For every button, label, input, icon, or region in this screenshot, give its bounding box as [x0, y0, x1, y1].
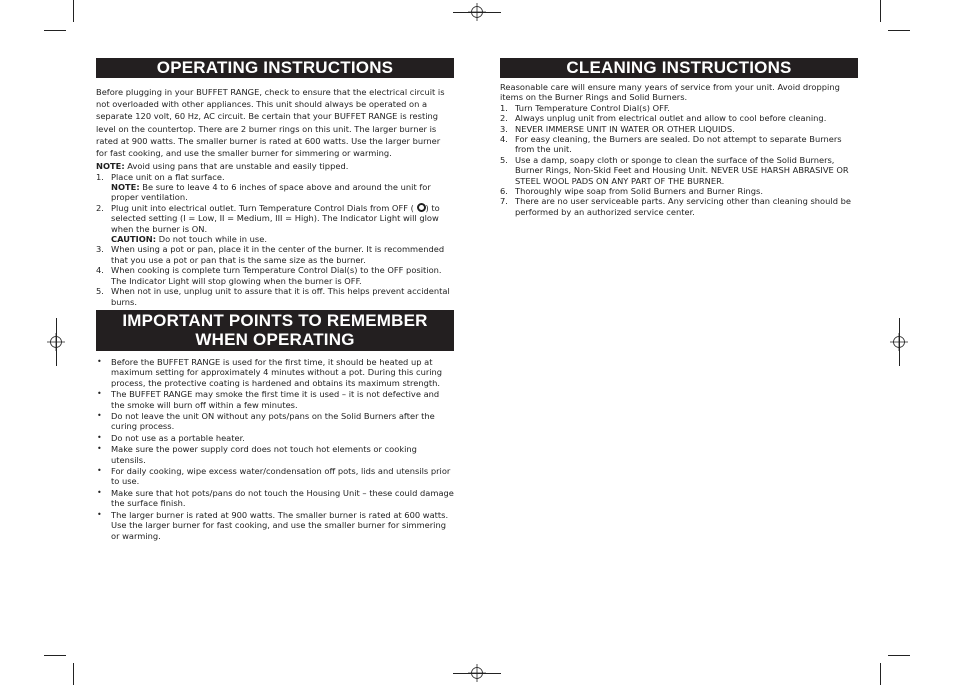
- cleaning-step: [500, 196, 858, 217]
- step-text: Thoroughly wipe soap from Solid Burners and Burner Rings.: [515, 186, 764, 197]
- list-item: [96, 444, 454, 465]
- step-number: 3.: [500, 123, 508, 134]
- point-text: Do not leave the unit ON without any pots/pans on the Solid Burners after the curing process.: [111, 411, 435, 432]
- off-symbol-icon: [417, 203, 426, 212]
- point-text: The larger burner is rated at 900 watts. The smaller burner is rated at 600 watts. Use the larger burner for fast cooking, and use the smaller burner for simmering or warming.: [111, 509, 449, 541]
- bullet: •: [97, 432, 102, 442]
- operating-note: [96, 161, 454, 171]
- step-caution-text: Do not touch while in use.: [156, 234, 267, 245]
- operating-section: [96, 58, 454, 307]
- step-number: 1.: [500, 102, 508, 113]
- crop-mark-bottom-right-v: [880, 663, 881, 685]
- step-text-a: Plug unit into electrical outlet. Turn Temperature Control Dials from OFF (: [111, 202, 417, 213]
- step-text-b: ) to selected setting (I = Low, II = Medium, III = High). The Indicator Light will glow when the burner is ON.: [111, 202, 440, 234]
- cleaning-step: [500, 134, 858, 155]
- step-number: 7.: [500, 196, 508, 207]
- bullet: •: [97, 389, 102, 399]
- operating-title: OPERATING INSTRUCTIONS: [96, 58, 454, 78]
- step-text: Use a damp, soapy cloth or sponge to clean the surface of the Solid Burners, Burner Rings, Non-Skid Feet and Housing Unit. NEVER USE HARSH ABRASIVE OR STEEL WOOL PADS ON ANY PART OF THE BURNER.: [515, 154, 849, 186]
- crop-mark-top-right-v: [880, 0, 881, 22]
- registration-line-top: [453, 12, 501, 13]
- crop-mark-bottom-left-v: [73, 663, 74, 685]
- bullet: •: [97, 509, 102, 519]
- step-caution-label: CAUTION:: [111, 234, 157, 245]
- step-text: When using a pot or pan, place it in the center of the burner. It is recommended that you use a pot or pan that is the same size as the burner.: [111, 244, 445, 265]
- step-text: Place unit on a flat surface.: [111, 171, 225, 182]
- operating-step: [96, 203, 454, 245]
- operating-step: [96, 172, 454, 203]
- important-points: [96, 357, 454, 541]
- step-text: Turn Temperature Control Dial(s) OFF.: [515, 102, 670, 113]
- registration-line-bottom: [453, 673, 501, 674]
- note-label: NOTE:: [96, 161, 125, 172]
- step-caution: [111, 234, 454, 244]
- step-text: [111, 203, 454, 234]
- step-note-text: Be sure to leave 4 to 6 inches of space above and around the unit for proper ventilation.: [111, 182, 431, 203]
- point-text: Do not use as a portable heater.: [111, 432, 245, 443]
- bullet: •: [97, 444, 102, 454]
- operating-step: [96, 265, 454, 286]
- crop-mark-top-left-h: [44, 30, 66, 31]
- operating-steps: [96, 172, 454, 307]
- operating-intro: Before plugging in your BUFFET RANGE, check to ensure that the electrical circuit is not overloaded with other appliances. This unit should always be operated on a separate 120 volt, 60 Hz, AC circuit. Be certain that your BUFFET RANGE is resting level on the countertop. There are 2 burner rings on this unit. The larger burner is rated at 900 watts. The smaller burner is rated at 600 watts. Use the larger burner for fast cooking, and use the smaller burner for simmering or warming.: [96, 87, 445, 159]
- point-text: For daily cooking, wipe excess water/condensation off pots, lids and utensils prior to use.: [111, 466, 451, 487]
- point-text: Before the BUFFET RANGE is used for the first time, it should be heated up at maximum setting for approximately 4 minutes without a pot. During this curing process, the protective coating is hardened and obtains its maximum strength.: [111, 357, 443, 388]
- point-text: Make sure the power supply cord does not touch hot elements or cooking utensils.: [111, 444, 417, 465]
- step-text: There are no user serviceable parts. Any servicing other than cleaning should be performed by an authorized service center.: [515, 196, 851, 217]
- step-text: For easy cleaning, the Burners are sealed. Do not attempt to separate Burners from the unit.: [515, 134, 842, 155]
- step-note-label: NOTE:: [111, 182, 140, 193]
- cleaning-step: [500, 124, 858, 134]
- important-title: [96, 310, 454, 351]
- cleaning-steps: [500, 103, 858, 217]
- crop-mark-top-right-h: [888, 30, 910, 31]
- step-number: 2.: [500, 113, 508, 124]
- step-number: 2.: [96, 202, 104, 213]
- step-text: NEVER IMMERSE UNIT IN WATER OR OTHER LIQUIDS.: [515, 123, 735, 134]
- list-item: [96, 433, 454, 443]
- note-text: Avoid using pans that are unstable and easily tipped.: [124, 161, 349, 172]
- step-text: When not in use, unplug unit to assure that it is off. This helps prevent accidental burns.: [111, 286, 450, 307]
- step-text: When cooking is complete turn Temperature Control Dial(s) to the OFF position. The Indicator Light will stop glowing when the burner is OFF.: [111, 265, 442, 286]
- cleaning-title: CLEANING INSTRUCTIONS: [500, 58, 858, 78]
- bullet: •: [97, 487, 102, 497]
- important-title-line1: IMPORTANT POINTS TO REMEMBER: [122, 311, 428, 330]
- operating-step: [96, 286, 454, 307]
- list-item: [96, 389, 454, 410]
- step-text: Always unplug unit from electrical outlet and allow to cool before cleaning.: [515, 113, 827, 124]
- left-page: [96, 58, 454, 541]
- cleaning-step: [500, 113, 858, 123]
- step-number: 1.: [96, 171, 104, 182]
- right-page: [500, 58, 858, 217]
- operating-step: [96, 244, 454, 265]
- cleaning-section: [500, 58, 858, 217]
- list-item: [96, 357, 454, 388]
- list-item: [96, 488, 454, 509]
- cleaning-step: [500, 186, 858, 196]
- important-section: [96, 310, 454, 542]
- crop-mark-top-left-v: [73, 0, 74, 22]
- point-text: The BUFFET RANGE may smoke the first time it is used – it is not defective and the smoke will burn off within a few minutes.: [111, 389, 440, 410]
- crop-mark-bottom-right-h: [888, 655, 910, 656]
- registration-line-right: [899, 318, 900, 366]
- step-number: 5.: [96, 286, 104, 297]
- point-text: Make sure that hot pots/pans do not touch the Housing Unit – these could damage the surface finish.: [111, 487, 454, 509]
- cleaning-intro: Reasonable care will ensure many years of service from your unit. Avoid dropping items on the Burner Rings and Solid Burners.: [500, 82, 840, 103]
- cleaning-step: [500, 103, 858, 113]
- step-number: 4.: [96, 265, 104, 276]
- bullet: •: [97, 357, 102, 366]
- step-note: [111, 182, 454, 203]
- important-title-line2: WHEN OPERATING: [195, 330, 355, 349]
- step-number: 5.: [500, 154, 508, 165]
- list-item: [96, 411, 454, 432]
- bullet: •: [97, 466, 102, 476]
- list-item: [96, 466, 454, 487]
- registration-line-left: [56, 318, 57, 366]
- step-number: 4.: [500, 134, 508, 145]
- step-number: 3.: [96, 244, 104, 255]
- step-number: 6.: [500, 186, 508, 197]
- cleaning-step: [500, 155, 858, 186]
- list-item: [96, 510, 454, 541]
- bullet: •: [97, 411, 102, 421]
- crop-mark-bottom-left-h: [44, 655, 66, 656]
